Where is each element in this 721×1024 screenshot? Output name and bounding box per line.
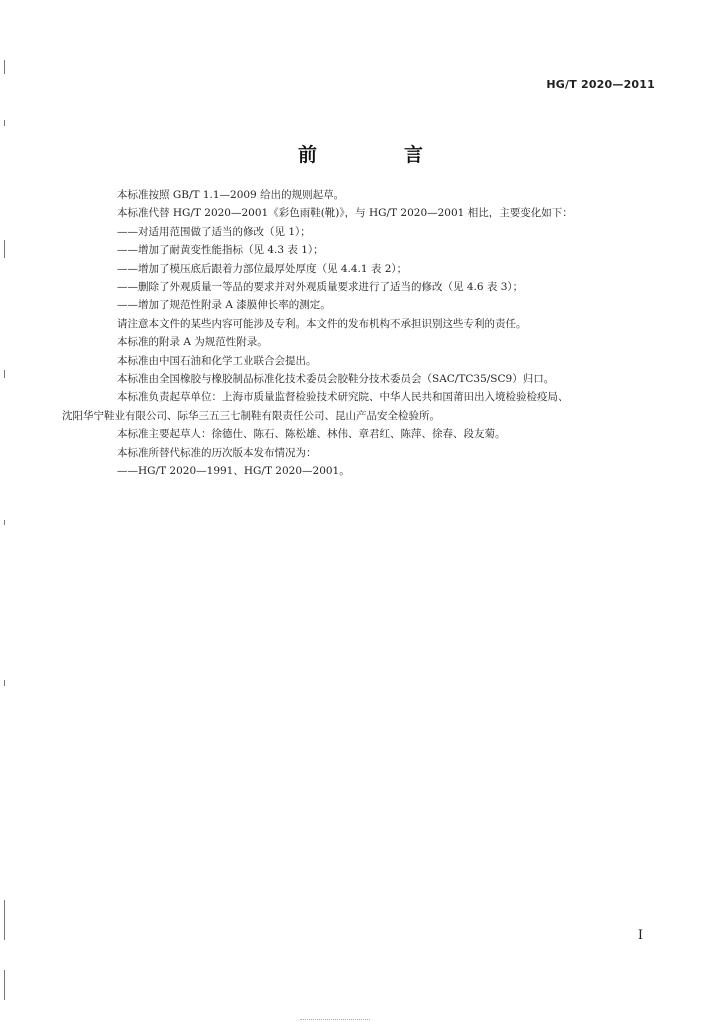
- paragraph-drafters: 本标准主要起草人：徐德仕、陈石、陈松雄、林伟、章君红、陈萍、徐春、段友菊。: [117, 428, 506, 441]
- scan-bottom-artifact: [300, 1019, 370, 1022]
- paragraph-annex: 本标准的附录 A 为规范性附录。: [117, 336, 268, 349]
- paragraph-patent-notice: 请注意本文件的某些内容可能涉及专利。本文件的发布机构不承担识别这些专利的责任。: [117, 317, 527, 330]
- paragraph-history: 本标准所替代标准的历次版本发布情况为：: [117, 446, 317, 459]
- scan-edge-marks: [4, 40, 6, 1020]
- paragraph-drafting-units: 本标准负责起草单位：上海市质量监督检验技术研究院、中华人民共和国莆田出入境检验检疫局、: [117, 391, 569, 404]
- page-title: 前 言: [297, 144, 457, 166]
- paragraph-drafting-rules: 本标准按照 GB/T 1.1—2009 给出的规则起草。: [117, 189, 345, 201]
- foreword-body: [62, 186, 670, 481]
- paragraph-proposed-by: 本标准由中国石油和化学工业联合会提出。: [117, 354, 317, 367]
- change-item-yellowing: ——增加了耐黄变性能指标（见 4.3 表 1）；: [117, 244, 324, 257]
- change-item-annex-a: ——增加了规范性附录 A 漆膜伸长率的测定。: [117, 299, 331, 312]
- standard-code: HG/T 2020—2011: [546, 78, 655, 91]
- paragraph-committee: 本标准由全国橡胶与橡胶制品标准化技术委员会胶鞋分技术委员会（SAC/TC35/SC9）归口。: [117, 373, 555, 386]
- paragraph-replaces: 本标准代替 HG/T 2020—2001《彩色雨鞋(靴)》，与 HG/T 2020—2001 相比，主要变化如下：: [117, 207, 573, 220]
- change-item-heel-thickness: ——增加了模压底后跟着力部位最厚处厚度（见 4.4.1 表 2）；: [117, 262, 408, 275]
- history-item: ——HG/T 2020—1991、HG/T 2020—2001。: [117, 465, 350, 478]
- change-item-appearance: ——删除了外观质量一等品的要求并对外观质量要求进行了适当的修改（见 4.6 表 3）；: [117, 281, 524, 294]
- change-item-scope: ——对适用范围做了适当的修改（见 1）；: [117, 225, 311, 238]
- paragraph-drafting-units-cont: 沈阳华宁鞋业有限公司、际华三五三七制鞋有限责任公司、昆山产品安全检验所。: [62, 409, 440, 422]
- page-number: I: [637, 928, 643, 943]
